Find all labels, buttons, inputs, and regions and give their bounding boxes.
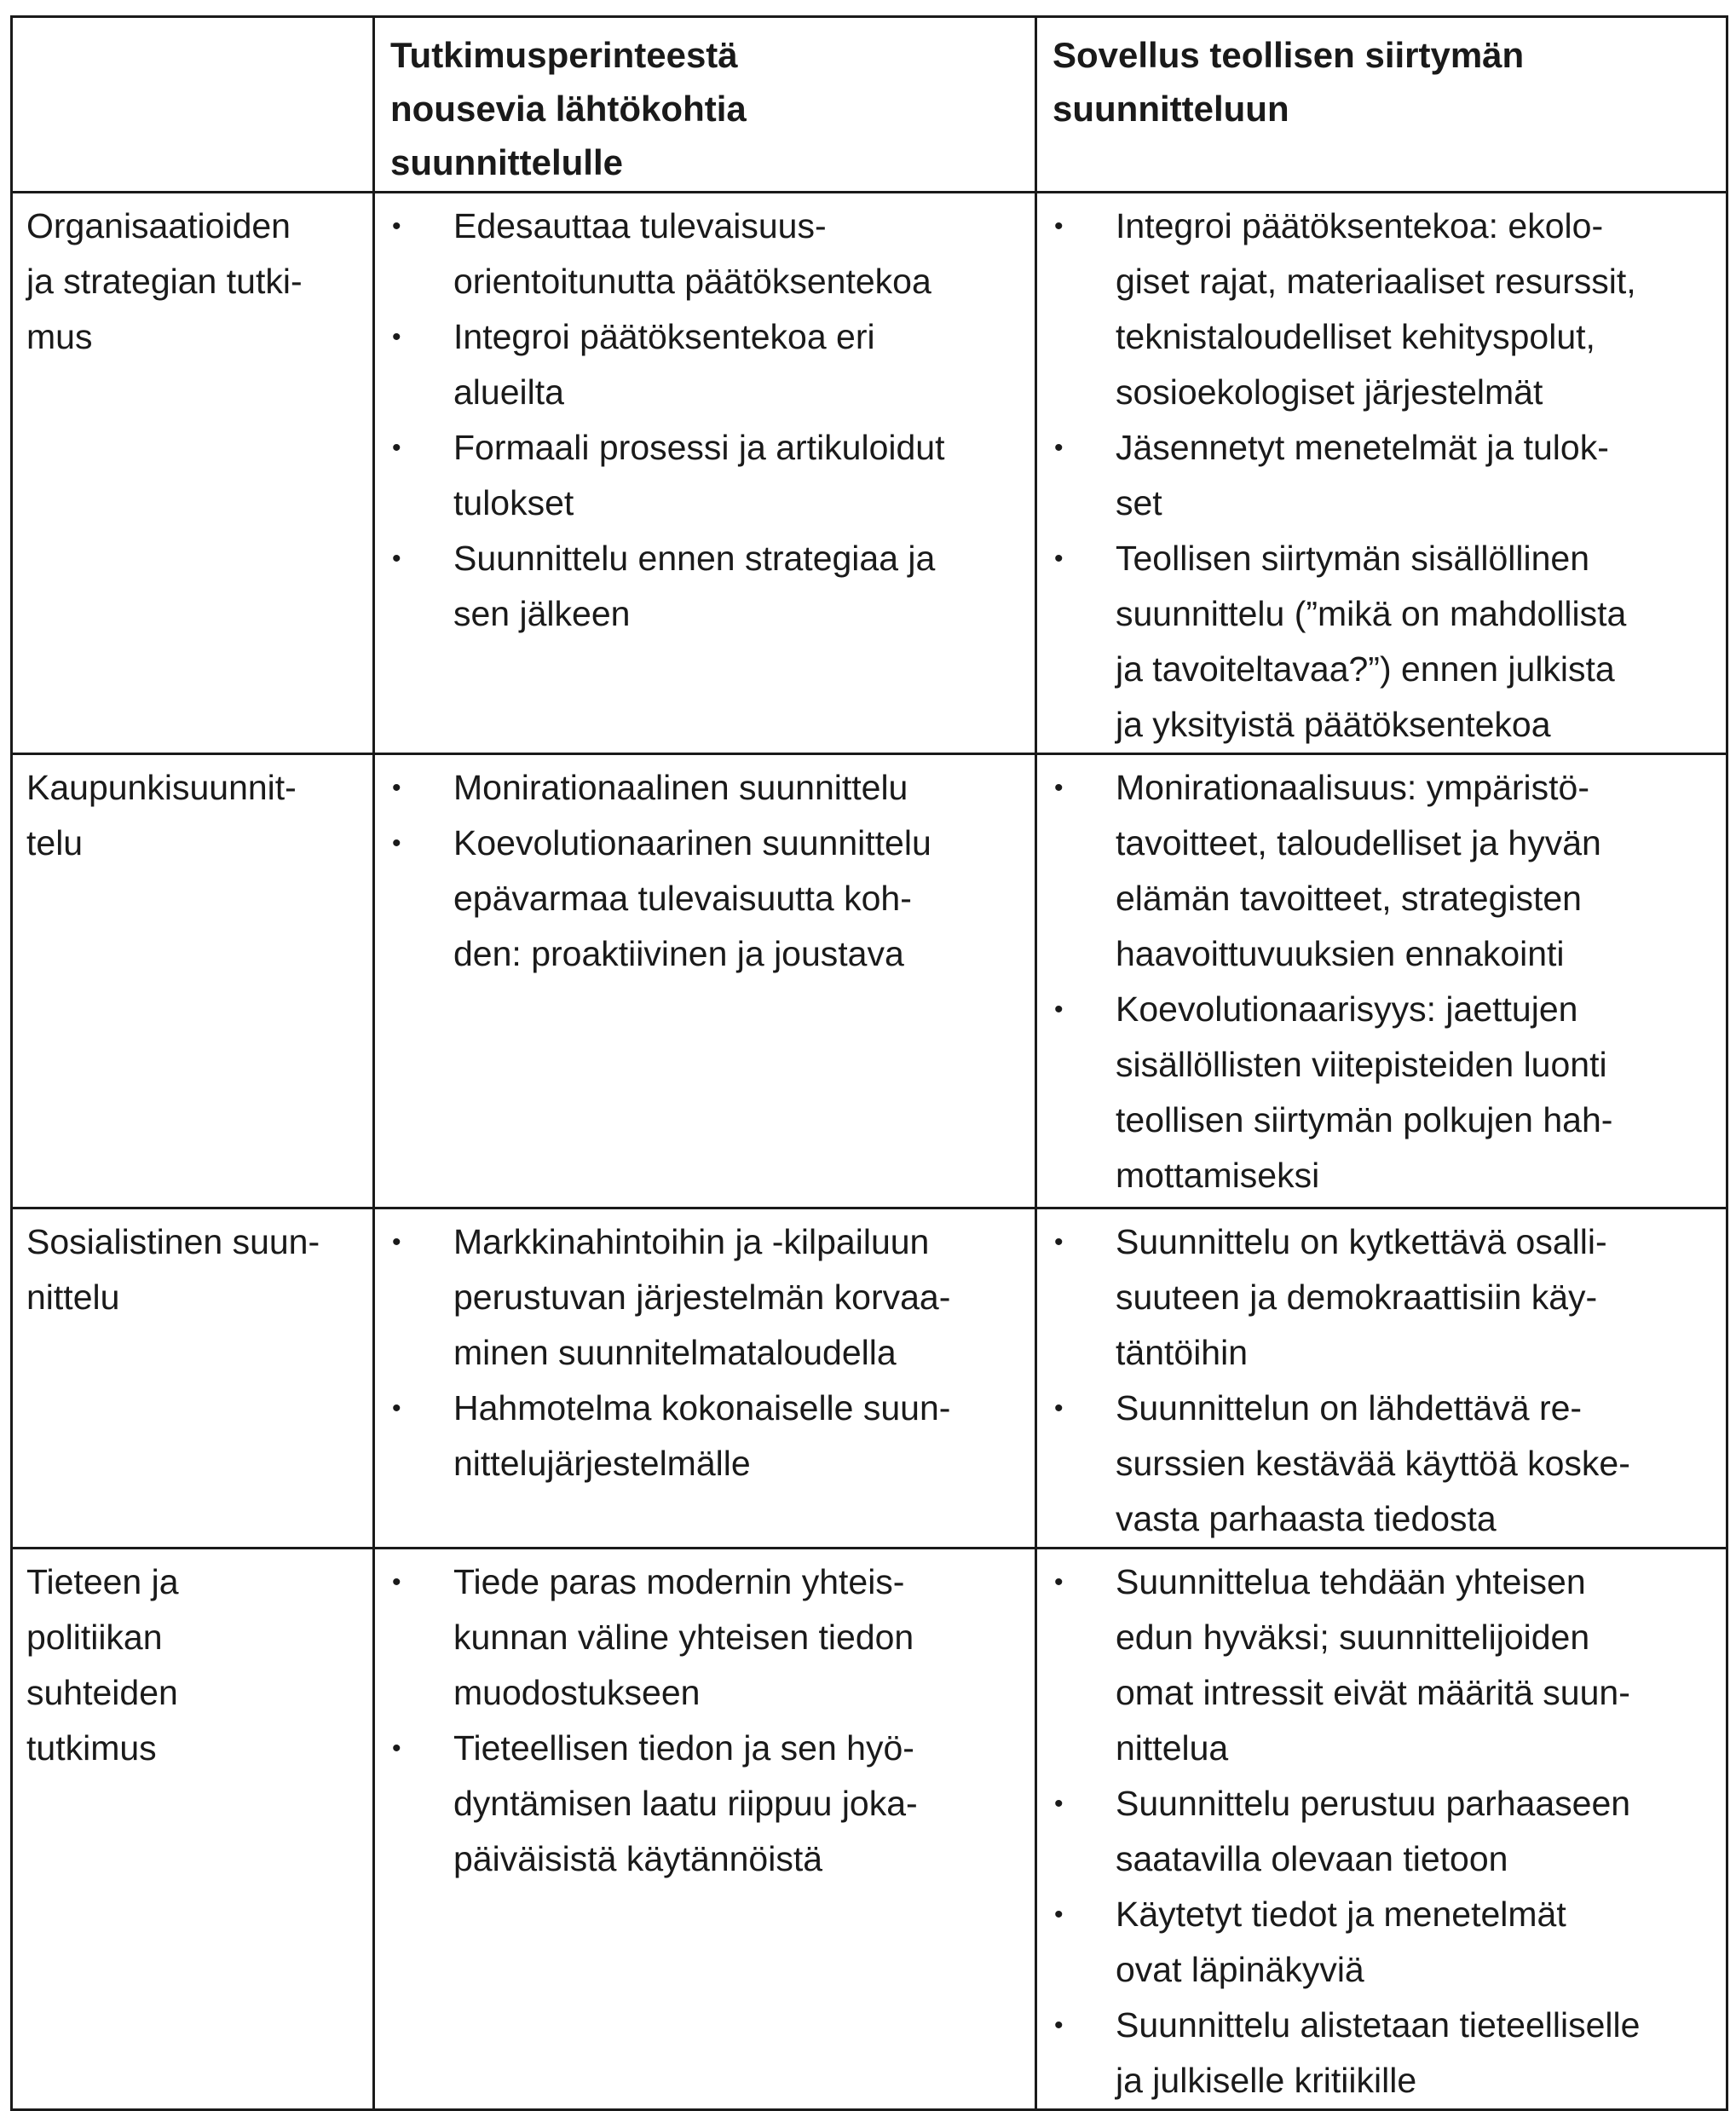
bullet-icon: • [1054, 434, 1064, 462]
bullet-icon: • [392, 1568, 401, 1596]
list-item [375, 1381, 1035, 1491]
bullet-list [375, 193, 1035, 642]
list-item-text: Suunnittelua tehdään yhteisen edun hyväksi; suunnittelijoiden omat intressit eivät määritä suun- nittelua [1116, 1562, 1630, 1768]
list-item-text: Hahmotelma kokonaiselle suun- nittelujärjestelmälle [453, 1388, 951, 1483]
cell-application [1036, 754, 1727, 1208]
bullet-icon: • [1054, 545, 1064, 573]
list-item-text: Käytetyt tiedot ja menetelmät ovat läpinäkyviä [1116, 1895, 1566, 1989]
list-item-text: Koevolutionaarisyys: jaettujen sisällöllisten viitepisteiden luonti teollisen siirtymän polkujen hah- mottamiseksi [1116, 989, 1613, 1195]
list-item-text: Edesauttaa tulevaisuus- orientoitunutta päätöksentekoa [453, 206, 931, 301]
cell-research [374, 1208, 1036, 1549]
list-item [1037, 1887, 1726, 1998]
comparison-table [10, 15, 1728, 2111]
header-empty [12, 17, 374, 193]
list-item [375, 309, 1035, 420]
list-item-text: Tiede paras modernin yhteis- kunnan väline yhteisen tiedon muodostukseen [453, 1562, 914, 1712]
list-item-text: Tieteellisen tiedon ja sen hyö- dyntämisen laatu riippuu joka- päiväisistä käytännöistä [453, 1728, 918, 1878]
bullet-icon: • [1054, 1394, 1064, 1422]
list-item [1037, 531, 1726, 753]
table-row [12, 754, 1727, 1208]
bullet-list [375, 755, 1035, 982]
bullet-icon: • [1054, 212, 1064, 240]
header-application: Sovellus teollisen siirtymän suunnitteluun [1036, 17, 1727, 193]
list-item [1037, 1214, 1726, 1381]
list-item [1037, 982, 1726, 1203]
bullet-list [1037, 755, 1726, 1203]
cell-application [1036, 193, 1727, 754]
table-row [12, 1549, 1727, 2110]
list-item [1037, 199, 1726, 420]
list-item [375, 531, 1035, 642]
list-item-text: Suunnittelun on lähdettävä re- surssien kestävää käyttöä koske- vasta parhaasta tiedosta [1116, 1388, 1630, 1538]
bullet-icon: • [392, 1734, 401, 1762]
list-item [1037, 1381, 1726, 1547]
list-item-text: Monirationaalisuus: ympäristö- tavoitteet, taloudelliset ja hyvän elämän tavoitteet, strategisten haavoittuvuuksien ennakointi [1116, 768, 1601, 973]
bullet-icon: • [1054, 2011, 1064, 2039]
list-item [1037, 760, 1726, 982]
list-item-text: Koevolutionaarinen suunnittelu epävarmaa tulevaisuutta koh- den: proaktiivinen ja joustava [453, 823, 931, 973]
list-item [375, 199, 1035, 309]
cell-application [1036, 1208, 1727, 1549]
list-item [375, 760, 1035, 816]
row-label: Organisaatioiden ja strategian tutki- mus [12, 193, 374, 754]
list-item [375, 1721, 1035, 1887]
list-item-text: Integroi päätöksentekoa: ekolo- giset rajat, materiaaliset resurssit, teknistaloudelliset kehityspolut, sosioekologiset järjestelmät [1116, 206, 1636, 412]
list-item [375, 1554, 1035, 1721]
bullet-icon: • [392, 1228, 401, 1256]
row-label: Sosialistinen suun- nittelu [12, 1208, 374, 1549]
cell-research [374, 1549, 1036, 2110]
bullet-icon: • [392, 323, 401, 351]
row-label: Tieteen ja politiikan suhteiden tutkimus [12, 1549, 374, 2110]
header-research-tradition: Tutkimusperinteestä nousevia lähtökohtia suunnittelulle [374, 17, 1036, 193]
list-item-text: Monirationaalinen suunnittelu [453, 768, 908, 807]
bullet-icon: • [392, 829, 401, 857]
cell-research [374, 754, 1036, 1208]
bullet-list [375, 1549, 1035, 1887]
list-item [375, 816, 1035, 982]
list-item-text: Suunnittelu perustuu parhaaseen saatavilla olevaan tietoon [1116, 1784, 1631, 1878]
bullet-icon: • [1054, 1568, 1064, 1596]
list-item [375, 1214, 1035, 1381]
list-item-text: Suunnittelu ennen strategiaa ja sen jälkeen [453, 539, 936, 633]
list-item-text: Suunnittelu alistetaan tieteelliselle ja julkiselle kritiikille [1116, 2005, 1641, 2100]
list-item [1037, 1776, 1726, 1887]
list-item-text: Formaali prosessi ja artikuloidut tulokset [453, 428, 945, 522]
row-label: Kaupunkisuunnit- telu [12, 754, 374, 1208]
bullet-icon: • [1054, 1900, 1064, 1929]
list-item-text: Markkinahintoihin ja -kilpailuun perustuvan järjestelmän korvaa- minen suunnitelmataloudella [453, 1222, 951, 1372]
list-item-text: Integroi päätöksentekoa eri alueilta [453, 317, 875, 412]
bullet-list [1037, 1209, 1726, 1547]
bullet-icon: • [392, 434, 401, 462]
bullet-list [375, 1209, 1035, 1491]
bullet-list [1037, 1549, 1726, 2108]
list-item [1037, 1998, 1726, 2108]
list-item [1037, 1554, 1726, 1776]
table-row [12, 1208, 1727, 1549]
list-item [1037, 420, 1726, 531]
bullet-icon: • [1054, 1790, 1064, 1818]
bullet-icon: • [392, 545, 401, 573]
bullet-icon: • [392, 1394, 401, 1422]
bullet-list [1037, 193, 1726, 753]
header-row [12, 17, 1727, 193]
bullet-icon: • [392, 212, 401, 240]
list-item-text: Teollisen siirtymän sisällöllinen suunnittelu (”mikä on mahdollista ja tavoiteltavaa?”) ennen julkista ja yksityistä päätöksentekoa [1116, 539, 1627, 744]
table-row [12, 193, 1727, 754]
bullet-icon: • [392, 774, 401, 802]
bullet-icon: • [1054, 1228, 1064, 1256]
bullet-icon: • [1054, 995, 1064, 1024]
cell-application [1036, 1549, 1727, 2110]
bullet-icon: • [1054, 774, 1064, 802]
list-item-text: Jäsennetyt menetelmät ja tulok- set [1116, 428, 1609, 522]
cell-research [374, 193, 1036, 754]
list-item-text: Suunnittelu on kytkettävä osalli- suuteen ja demokraattisiin käy- täntöihin [1116, 1222, 1607, 1372]
list-item [375, 420, 1035, 531]
